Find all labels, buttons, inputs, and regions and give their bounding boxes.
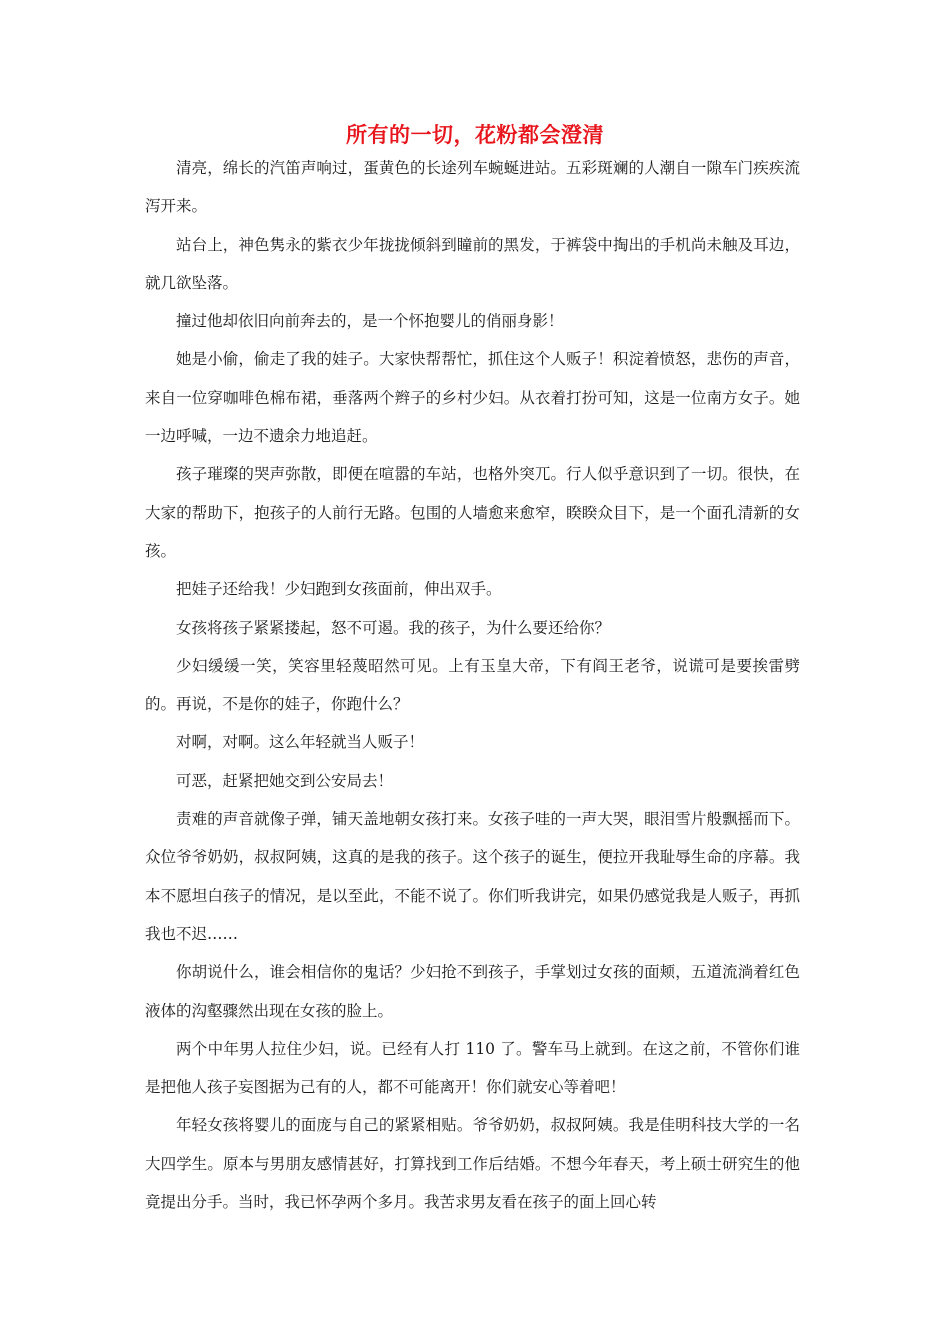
paragraph: 站台上，神色隽永的紫衣少年拢拢倾斜到瞳前的黑发，于裤袋中掏出的手机尚未触及耳边，就几欲坠落。 xyxy=(145,235,800,292)
paragraph: 可恶，赶紧把她交到公安局去！ xyxy=(176,771,394,790)
paragraph: 清亮，绵长的汽笛声响过，蛋黄色的长途列车蜿蜒进站。五彩斑斓的人潮自一隙车门疾疾流泻开来。 xyxy=(145,159,800,216)
paragraph: 把娃子还给我！少妇跑到女孩面前，伸出双手。 xyxy=(176,580,502,599)
paragraph: 少妇缓缓一笑，笑容里轻蔑昭然可见。上有玉皇大帝，下有阎王老爷，说谎可是要挨雷劈的。再说，不是你的娃子，你跑什么？ xyxy=(145,656,800,714)
paragraph: 她是小偷，偷走了我的娃子。大家快帮帮忙，抓住这个人贩子！积淀着愤怒，悲伤的声音，来自一位穿咖啡色棉布裙，垂落两个辫子的乡村少妇。从衣着打扮可知，这是一位南方女子。她一边呼喊，一边不遗余力地追赶。 xyxy=(145,350,800,446)
paragraph: 责难的声音就像子弹，铺天盖地朝女孩打来。女孩子哇的一声大哭，眼泪雪片般飘摇而下。众位爷爷奶奶，叔叔阿姨，这真的是我的孩子。这个孩子的诞生，便拉开我耻辱生命的序幕。我本不愿坦白孩子的情况，是以至此，不能不说了。你们听我讲完，如果仍感觉我是人贩子，再抓我也不迟…… xyxy=(145,810,800,943)
paragraph: 对啊，对啊。这么年轻就当人贩子！ xyxy=(176,733,425,752)
paragraph: 两个中年男人拉住少妇，说。已经有人打 110 了。警车马上就到。在这之前，不管你们谁是把他人孩子妄图据为己有的人，都不可能离开！你们就安心等着吧！ xyxy=(145,1039,800,1097)
document-title: 所有的一切，花粉都会澄清 xyxy=(346,123,604,147)
document-body xyxy=(145,149,800,1221)
paragraph: 孩子璀璨的哭声弥散，即便在喧嚣的车站，也格外突兀。行人似乎意识到了一切。很快，在大家的帮助下，抱孩子的人前行无路。包围的人墙愈来愈窄，睽睽众目下，是一个面孔清新的女孩。 xyxy=(145,465,800,560)
paragraph: 女孩将孩子紧紧搂起，怒不可遏。我的孩子，为什么要还给你？ xyxy=(176,618,611,637)
paragraph: 年轻女孩将婴儿的面庞与自己的紧紧相贴。爷爷奶奶，叔叔阿姨。我是佳明科技大学的一名大四学生。原本与男朋友感情甚好，打算找到工作后结婚。不想今年春天，考上硕士研究生的他竟提出分手。当时，我已怀孕两个多月。我苦求男友看在孩子的面上回心转 xyxy=(145,1116,800,1212)
paragraph: 撞过他却依旧向前奔去的，是一个怀抱婴儿的俏丽身影！ xyxy=(176,312,564,331)
paragraph: 你胡说什么，谁会相信你的鬼话？少妇抢不到孩子，手掌划过女孩的面颊，五道流淌着红色液体的沟壑骤然出现在女孩的脸上。 xyxy=(145,963,800,1020)
